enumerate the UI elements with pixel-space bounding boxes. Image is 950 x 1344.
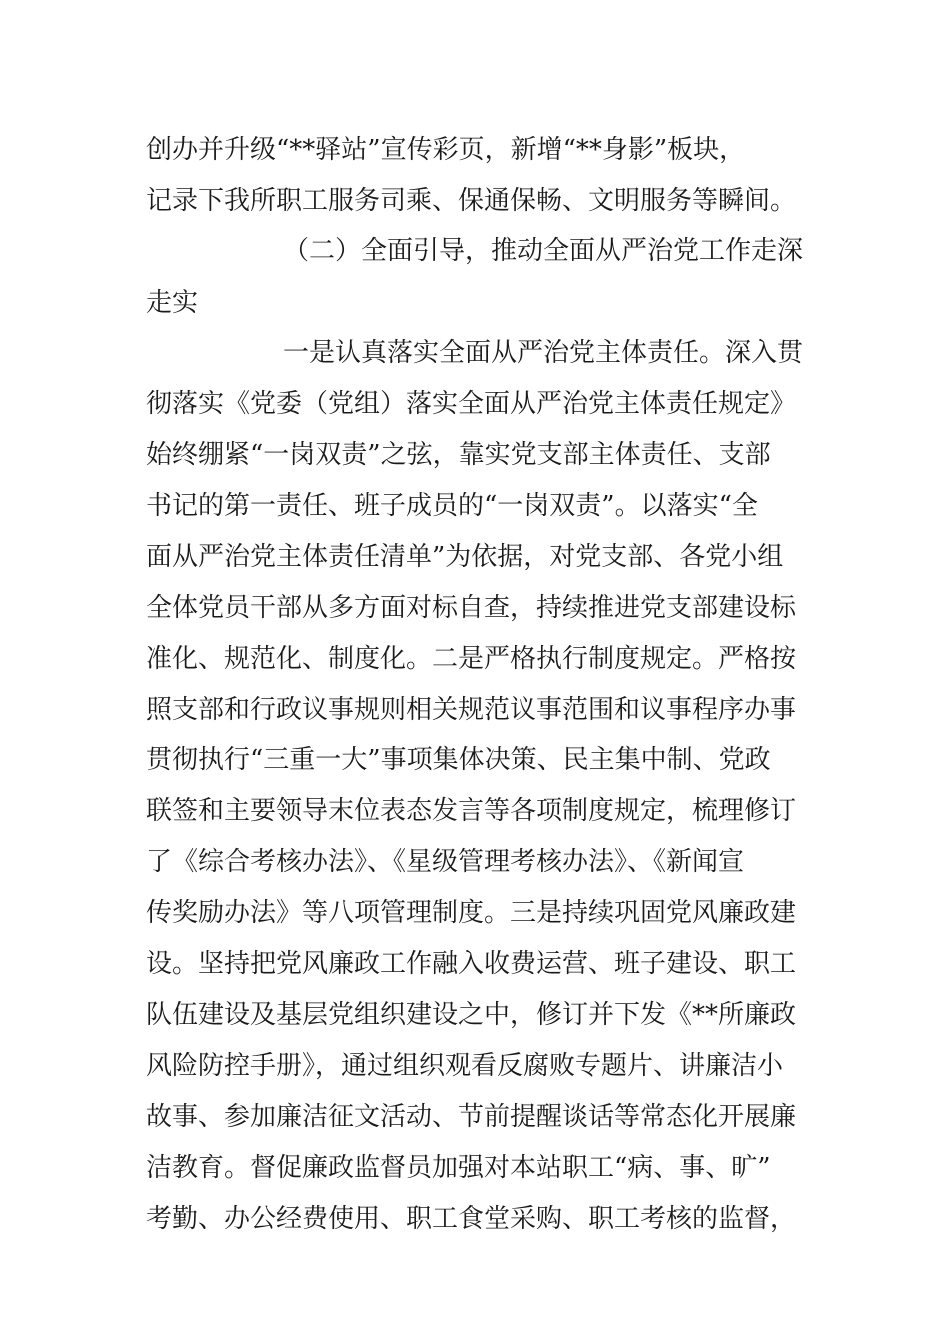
paragraph-line: 风险防控手册》，通过组织观看反腐败专题片、讲廉洁小: [146, 1051, 784, 1081]
paragraph-line: 准化、规范化、制度化。二是严格执行制度规定。严格按: [146, 644, 797, 674]
paragraph-line: 联签和主要领导末位表态发言等各项制度规定，梳理修订: [146, 796, 797, 826]
paragraph-line: 贯彻执行“三重一大”事项集体决策、民主集中制、党政: [146, 745, 771, 775]
paragraph-line: 设。坚持把党风廉政工作融入收费运营、班子建设、职工: [146, 949, 797, 979]
section-heading-continued: 走实: [146, 288, 199, 318]
paragraph-line: 传奖励办法》等八项管理制度。三是持续巩固党风廉政建: [146, 898, 797, 928]
paragraph-line: 彻落实《党委（党组）落实全面从严治党主体责任规定》: [146, 389, 797, 419]
paragraph-line: 始终绷紧“一岗双责”之弦，靠实党支部主体责任、支部: [146, 440, 771, 470]
paragraph-line: 照支部和行政议事规则相关规范议事范围和议事程序办事: [146, 695, 797, 725]
paragraph-line: 队伍建设及基层党组织建设之中，修订并下发《**所廉政: [146, 1000, 797, 1030]
paragraph-line: 创办并升级“**驿站”宣传彩页，新增“**身影”板块，: [146, 135, 746, 165]
section-heading: （二）全面引导，推动全面从严治党工作走深: [283, 236, 804, 266]
paragraph-line: 考勤、办公经费使用、职工食堂采购、职工考核的监督，: [146, 1204, 797, 1234]
paragraph-line: 了《综合考核办法》、《星级管理考核办法》、《新闻宣: [146, 847, 745, 877]
paragraph-line: 一是认真落实全面从严治党主体责任。深入贯: [283, 338, 804, 368]
paragraph-line: 故事、参加廉洁征文活动、节前提醒谈话等常态化开展廉: [146, 1102, 797, 1132]
paragraph-line: 记录下我所职工服务司乘、保通保畅、文明服务等瞬间。: [146, 186, 797, 216]
paragraph-line: 洁教育。督促廉政监督员加强对本站职工“病、事、旷”: [146, 1153, 771, 1183]
paragraph-line: 全体党员干部从多方面对标自查，持续推进党支部建设标: [146, 593, 797, 623]
paragraph-line: 书记的第一责任、班子成员的“一岗双责”。以落实“全: [146, 491, 758, 521]
paragraph-line: 面从严治党主体责任清单”为依据，对党支部、各党小组: [146, 542, 784, 572]
